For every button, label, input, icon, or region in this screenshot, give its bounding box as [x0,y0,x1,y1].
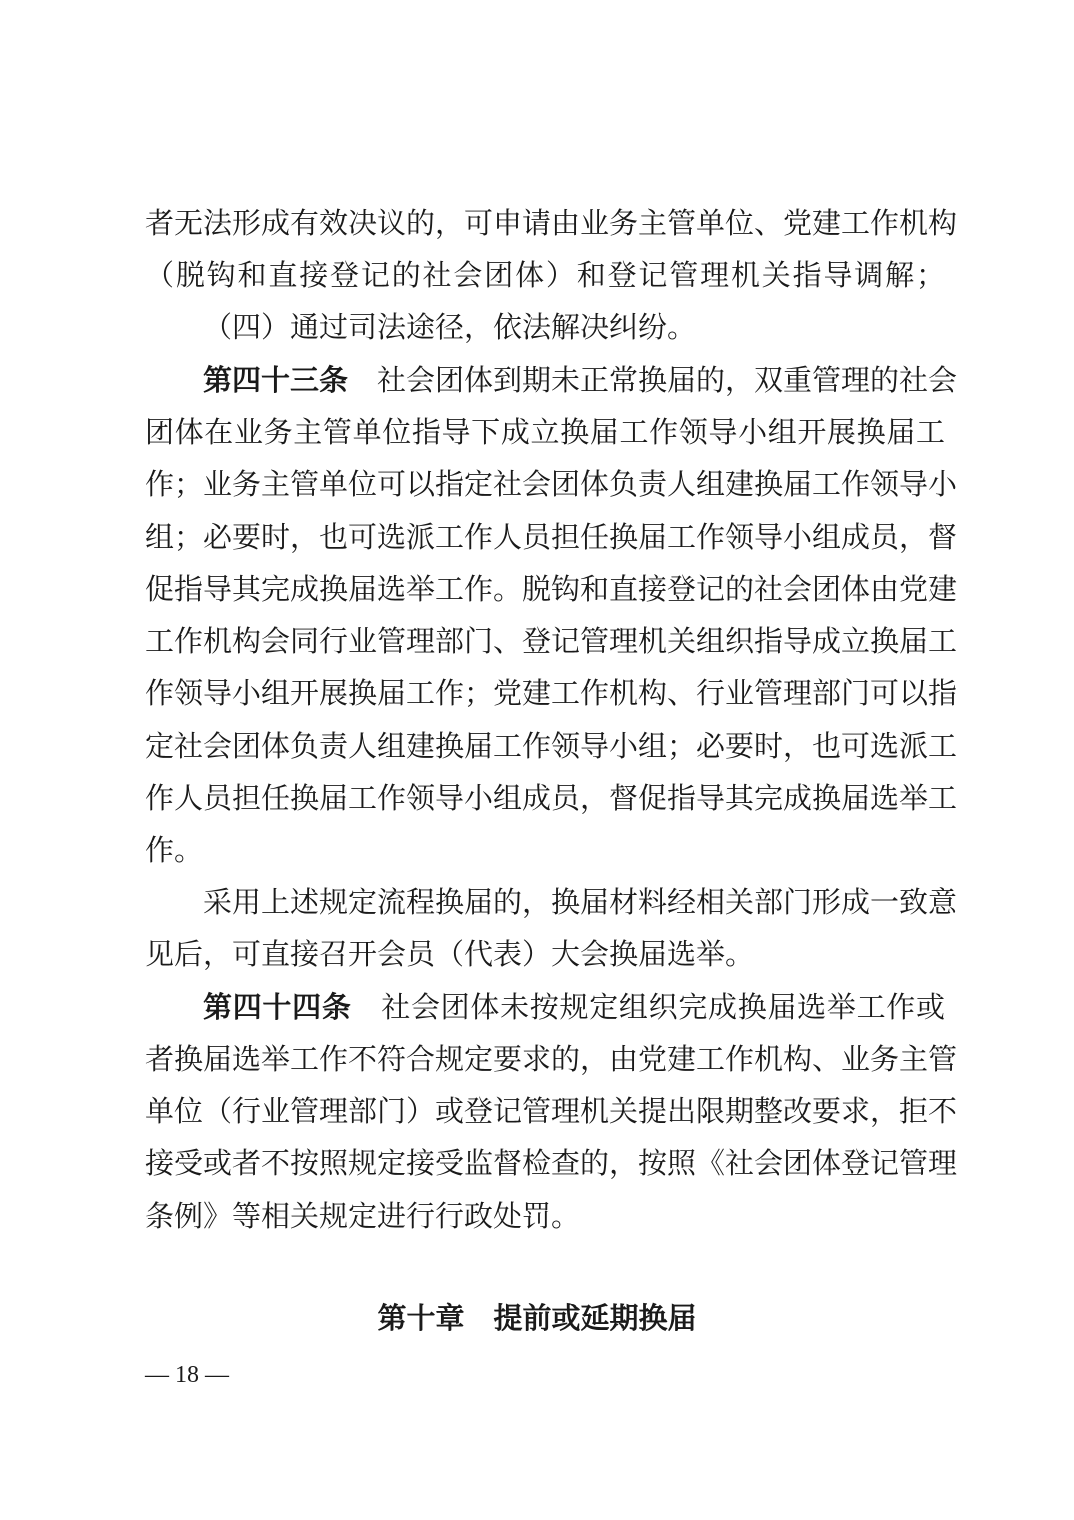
article-44-first-line [203,987,945,1027]
paragraph-line: 团体在业务主管单位指导下成立换届工作领导小组开展换届工 [145,415,945,449]
paragraph-line: 工作机构会同行业管理部门、登记管理机关组织指导成立换届工 [145,624,958,658]
paragraph-line: 作。 [145,833,204,867]
paragraph-line: 作领导小组开展换届工作；党建工作机构、行业管理部门可以指 [145,676,958,710]
paragraph-line: 作人员担任换届工作领导小组成员，督促指导其完成换届选举工 [145,781,958,815]
paragraph-line: 定社会团体负责人组建换届工作领导小组；必要时，也可选派工 [145,729,958,763]
article-44-text: 社会团体未按规定组织完成换届选举工作或 [381,990,945,1024]
paragraph-line: 单位（行业管理部门）或登记管理机关提出限期整改要求，拒不 [145,1094,958,1128]
paragraph-line: 接受或者不按照规定接受监督检查的，按照《社会团体登记管理 [145,1146,958,1180]
paragraph-line: 者换届选举工作不符合规定要求的，由党建工作机构、业务主管 [145,1042,958,1076]
article-43-first-line [203,360,958,400]
article-43-text: 社会团体到期未正常换届的，双重管理的社会 [377,363,958,397]
paragraph-line: 组；必要时，也可选派工作人员担任换届工作领导小组成员，督 [145,520,958,554]
article-44-title: 第四十四条 [203,990,352,1024]
chapter-title: 第十章 提前或延期换届 [377,1301,697,1335]
paragraph-line: 促指导其完成换届选举工作。脱钩和直接登记的社会团体由党建 [145,572,958,606]
paragraph-line: 条例》等相关规定进行行政处罚。 [145,1199,581,1233]
page-number: — 18 — [145,1362,229,1388]
paragraph-line: 采用上述规定流程换届的，换届材料经相关部门形成一致意 [203,885,958,919]
paragraph-line: （四）通过司法途径，依法解决纠纷。 [203,310,697,344]
paragraph-line: （脱钩和直接登记的社会团体）和登记管理机关指导调解； [145,258,945,292]
paragraph-line: 见后，可直接召开会员（代表）大会换届选举。 [145,937,755,971]
article-43-title: 第四十三条 [203,363,349,397]
paragraph-line: 作；业务主管单位可以指定社会团体负责人组建换届工作领导小 [145,467,958,501]
paragraph-line: 者无法形成有效决议的，可申请由业务主管单位、党建工作机构 [145,206,958,240]
